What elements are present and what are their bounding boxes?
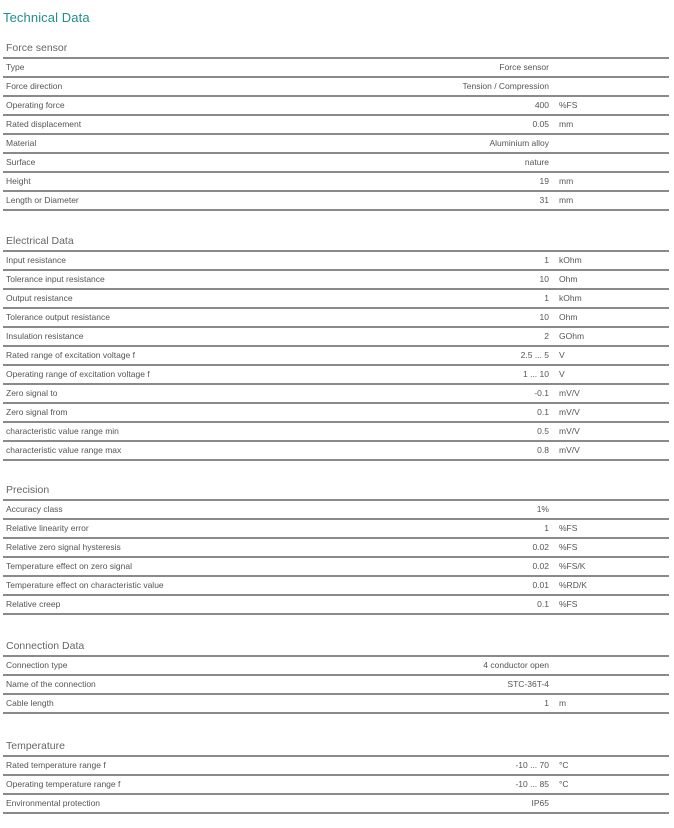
row-unit: GOhm — [559, 331, 585, 341]
table-row — [3, 97, 669, 116]
row-value: 0.05 — [532, 119, 549, 129]
page-title: Technical Data — [3, 10, 90, 25]
table-row — [3, 78, 669, 97]
row-value: 0.02 — [532, 561, 549, 571]
row-unit: V — [559, 369, 565, 379]
row-unit — [549, 501, 669, 518]
table-row — [3, 558, 669, 577]
section-heading: Precision — [3, 481, 669, 501]
row-value: 2 — [544, 331, 549, 341]
row-label: Tolerance output resistance — [6, 312, 110, 322]
row-unit: mm — [559, 176, 574, 186]
row-label: Rated range of excitation voltage f — [6, 350, 135, 360]
row-value: 1 — [544, 293, 549, 303]
row-label: characteristic value range max — [6, 445, 122, 455]
table-row — [3, 347, 669, 366]
row-unit: mV/V — [559, 445, 580, 455]
row-label: Operating range of excitation voltage f — [6, 369, 150, 379]
row-value: 1 — [544, 698, 549, 708]
row-unit: %FS — [559, 599, 578, 609]
table-row — [3, 520, 669, 539]
row-value: 0.8 — [537, 445, 549, 455]
table-row — [3, 366, 669, 385]
row-value: 0.5 — [537, 426, 549, 436]
table-row — [3, 252, 669, 271]
row-value: nature — [524, 157, 549, 167]
row-label: Temperature effect on characteristic value — [6, 580, 164, 590]
table-row — [3, 173, 669, 192]
table-row — [3, 577, 669, 596]
row-unit: mV/V — [559, 388, 580, 398]
row-value: 10 — [539, 312, 549, 322]
table-row — [3, 404, 669, 423]
table-row — [3, 271, 669, 290]
row-label: Rated displacement — [6, 119, 82, 129]
row-value: -0.1 — [534, 388, 549, 398]
table-row — [3, 795, 669, 814]
row-value: 0.1 — [537, 599, 549, 609]
row-value: Force sensor — [499, 62, 549, 72]
table-row — [3, 290, 669, 309]
section-heading: Temperature — [3, 737, 669, 757]
section-heading: Electrical Data — [3, 232, 669, 252]
row-value: 10 — [539, 274, 549, 284]
row-label: Height — [6, 176, 31, 186]
table-row — [3, 116, 669, 135]
row-unit — [549, 676, 669, 693]
row-value: 1 ... 10 — [523, 369, 549, 379]
row-unit — [549, 795, 669, 812]
row-value: 0.02 — [532, 542, 549, 552]
row-label: Input resistance — [6, 255, 67, 265]
row-value: -10 ... 85 — [515, 779, 549, 789]
table-row — [3, 385, 669, 404]
row-label: Tolerance input resistance — [6, 274, 105, 284]
table-row — [3, 423, 669, 442]
row-label: characteristic value range min — [6, 426, 119, 436]
row-label: Output resistance — [6, 293, 73, 303]
section-force-sensor — [3, 39, 669, 211]
row-value: 1 — [544, 523, 549, 533]
row-value: 31 — [539, 195, 549, 205]
table-row — [3, 192, 669, 211]
row-value: IP65 — [531, 798, 549, 808]
row-value: -10 ... 70 — [515, 760, 549, 770]
table-row — [3, 695, 669, 714]
row-unit: Ohm — [559, 274, 578, 284]
row-unit — [549, 135, 669, 152]
row-unit: %FS — [559, 542, 578, 552]
table-row — [3, 309, 669, 328]
row-label: Connection type — [6, 660, 68, 670]
row-value: 400 — [534, 100, 549, 110]
row-unit — [549, 154, 669, 171]
section-connection-data — [3, 637, 669, 714]
row-value: 0.1 — [537, 407, 549, 417]
row-unit: V — [559, 350, 565, 360]
table-row — [3, 59, 669, 78]
table-row — [3, 757, 669, 776]
row-label: Rated temperature range f — [6, 760, 106, 770]
section-electrical-data — [3, 232, 669, 461]
row-label: Environmental protection — [6, 798, 101, 808]
row-unit: %FS/K — [559, 561, 586, 571]
row-label: Material — [6, 138, 37, 148]
row-unit: m — [559, 698, 567, 708]
row-unit — [549, 657, 669, 674]
table-row — [3, 596, 669, 615]
row-label: Force direction — [6, 81, 63, 91]
section-heading: Connection Data — [3, 637, 669, 657]
row-label: Accuracy class — [6, 504, 63, 514]
table-row — [3, 328, 669, 347]
row-value: 1 — [544, 255, 549, 265]
row-label: Operating force — [6, 100, 65, 110]
table-row — [3, 657, 669, 676]
row-label: Name of the connection — [6, 679, 96, 689]
row-label: Surface — [6, 157, 36, 167]
row-label: Relative creep — [6, 599, 61, 609]
section-heading: Force sensor — [3, 39, 669, 59]
row-value: 2.5 ... 5 — [520, 350, 549, 360]
table-row — [3, 539, 669, 558]
row-unit: kOhm — [559, 255, 582, 265]
row-unit: Ohm — [559, 312, 578, 322]
row-label: Type — [6, 62, 25, 72]
row-value: Aluminium alloy — [489, 138, 549, 148]
row-unit: %RD/K — [559, 580, 587, 590]
row-value: 19 — [539, 176, 549, 186]
section-precision — [3, 481, 669, 615]
table-row — [3, 135, 669, 154]
row-label: Zero signal to — [6, 388, 58, 398]
table-row — [3, 501, 669, 520]
row-unit: %FS — [559, 100, 578, 110]
row-value: 0.01 — [532, 580, 549, 590]
table-row — [3, 154, 669, 173]
row-unit: mV/V — [559, 426, 580, 436]
table-row — [3, 442, 669, 461]
row-label: Insulation resistance — [6, 331, 84, 341]
table-row — [3, 776, 669, 795]
row-unit — [549, 78, 669, 95]
row-unit: °C — [559, 760, 569, 770]
row-unit: mm — [559, 119, 574, 129]
row-label: Operating temperature range f — [6, 779, 121, 789]
row-label: Zero signal from — [6, 407, 68, 417]
row-value: Tension / Compression — [462, 81, 549, 91]
row-unit: mm — [559, 195, 574, 205]
section-temperature — [3, 737, 669, 814]
row-unit — [549, 59, 669, 76]
row-value: 4 conductor open — [483, 660, 549, 670]
row-label: Length or Diameter — [6, 195, 79, 205]
row-label: Relative zero signal hysteresis — [6, 542, 121, 552]
row-value: STC-36T-4 — [507, 679, 549, 689]
row-unit: °C — [559, 779, 569, 789]
row-label: Cable length — [6, 698, 54, 708]
row-unit: kOhm — [559, 293, 582, 303]
row-label: Relative linearity error — [6, 523, 89, 533]
row-value: 1% — [536, 504, 549, 514]
row-label: Temperature effect on zero signal — [6, 561, 132, 571]
row-unit: %FS — [559, 523, 578, 533]
row-unit: mV/V — [559, 407, 580, 417]
table-row — [3, 676, 669, 695]
